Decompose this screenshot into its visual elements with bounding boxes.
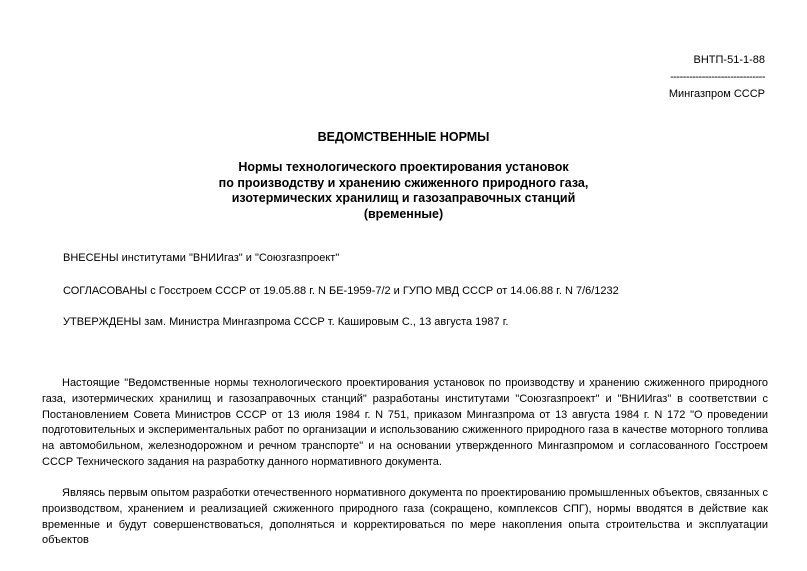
document-header (669, 53, 765, 101)
subtitle-line: по производству и хранению сжиженного природного газа, (218, 175, 589, 190)
issuing-organization: Мингазпром СССР (668, 88, 765, 100)
introduced-by: ВНЕСЕНЫ институтами "ВНИИгаз" и "Союзгазпроект" (63, 252, 340, 264)
document-subtitle (0, 160, 807, 222)
body-paragraph: Настоящие "Ведомственные нормы технологического проектирования установок по производству и хранению сжиженного природного газа, изотермических хранилищ и газозаправочных станций" разработаны институтами "Союзгазпроект" и "ВНИИгаз" в соответствии с Постановлением Совета Министров СССР от 13 июля 1984 г. N 751, приказом Мингазпрома от 13 августа 1984 г. N 172 "О проведении подготовительных и экспериментальных работ по организации и использованию сжиженного природного газа в качестве моторного топлива на автомобильном, железнодорожном и речном транспорте" и на основании утвержденного Мингазпромом и согласованного Госстроем СССР Технического задания на разработку данного нормативного документа. (42, 377, 768, 468)
document-title: ВЕДОМСТВЕННЫЕ НОРМЫ (317, 130, 490, 144)
subtitle-line: Нормы технологического проектирования установок (238, 160, 569, 174)
body-paragraph: Являясь первым опытом разработки отечественного нормативного документа по проектированию промышленных объектов, связанных с производством, хранением и реализацией сжиженного природного газа (сокращено, комплексов СПГ), нормы вводятся в действие как временные и будут совершенствоваться, дополняться и корректироваться по мере накопления опыта строительства и эксплуатации объектов (42, 487, 768, 547)
header-separator: ------------------------------ (670, 71, 765, 83)
subtitle-line: (временные) (363, 206, 444, 221)
document-code: ВНТП-51-1-88 (693, 54, 765, 66)
subtitle-line: изотермических хранилищ и газозаправочных станций (231, 191, 576, 205)
approved-by: УТВЕРЖДЕНЫ зам. Министра Мингазпрома СССР т. Кашировым С., 13 августа 1987 г. (63, 316, 509, 328)
agreed-with: СОГЛАСОВАНЫ с Госстроем СССР от 19.05.88 г. N БЕ-1959-7/2 и ГУПО МВД СССР от 14.06.88 г. N 7/6/1232 (63, 285, 619, 297)
